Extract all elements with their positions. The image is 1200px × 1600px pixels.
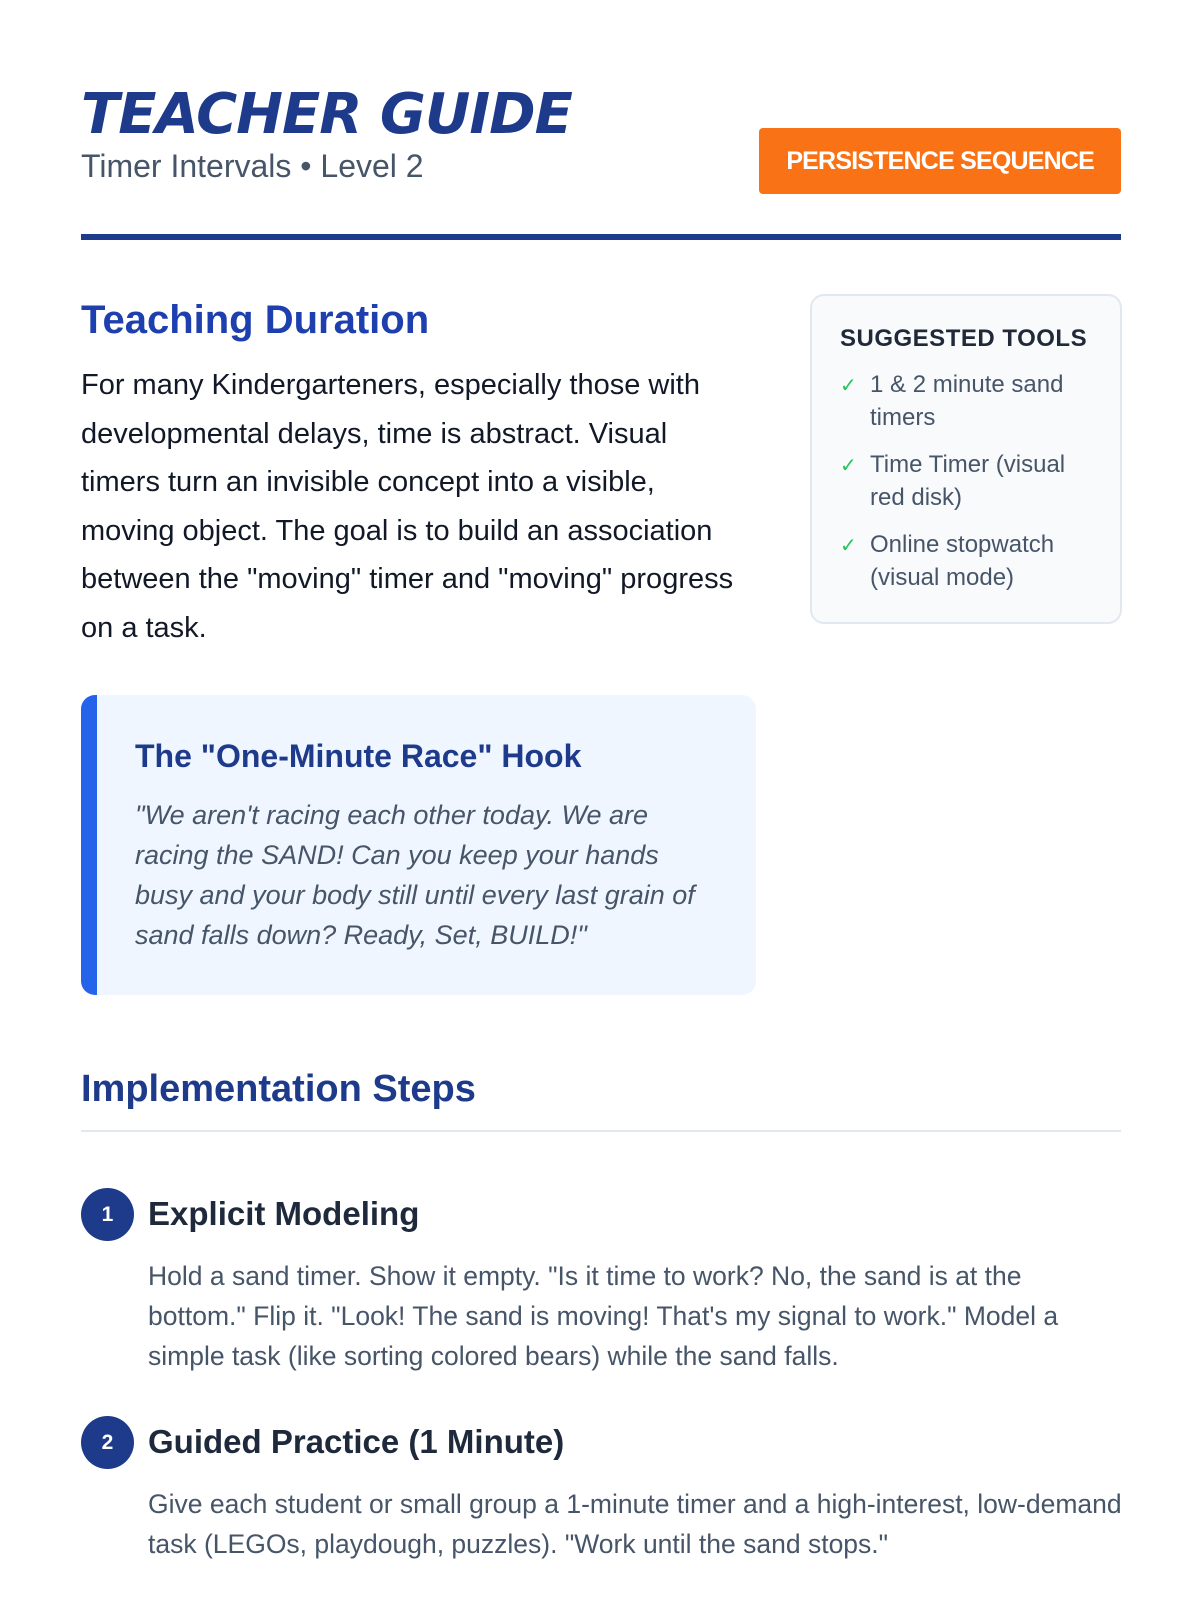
tool-item-label: 1 & 2 minute sand timers (870, 371, 1064, 431)
check-icon: ✓ (840, 535, 857, 557)
page-header (81, 80, 1121, 240)
tool-item (840, 448, 1092, 514)
hook-callout (81, 695, 756, 995)
teaching-duration-heading: Teaching Duration (81, 298, 430, 342)
step-number: 1 (81, 1188, 134, 1241)
tool-item-label: Online stopwatch (visual mode) (870, 531, 1055, 591)
tool-item (840, 368, 1092, 434)
check-icon: ✓ (840, 375, 857, 397)
header-divider (81, 234, 1121, 240)
step-description: Give each student or small group a 1-minute timer and a high-interest, low-demand task (LEGOs, playdough, puzzles). "Work until the sand stops." (148, 1489, 1122, 1559)
tool-item-label: Time Timer (visual red disk) (870, 451, 1066, 511)
step-title: Guided Practice (1 Minute) (148, 1423, 565, 1460)
tool-item (840, 528, 1092, 594)
teaching-duration-text: For many Kindergarteners, especially those with developmental delays, time is abstract. Visual timers turn an invisible concept into a visible, moving object. The goal is to build an association between the "moving" timer and "moving" progress on a task. (81, 369, 734, 644)
hook-quote: "We aren't racing each other today. We are racing the SAND! Can you keep your hands busy and your body still until every last grain of sand falls down? Ready, Set, BUILD!" (135, 800, 695, 950)
suggested-tools-title: SUGGESTED TOOLS (840, 325, 1088, 352)
suggested-tools-box (810, 294, 1122, 624)
page-title: TEACHER GUIDE (81, 82, 572, 147)
hook-title: The "One-Minute Race" Hook (135, 738, 582, 774)
suggested-tools-list (840, 368, 1092, 594)
sequence-badge: PERSISTENCE SEQUENCE (759, 128, 1121, 194)
implementation-steps-heading: Implementation Steps (81, 1068, 476, 1110)
check-icon: ✓ (840, 455, 857, 477)
steps-divider (81, 1130, 1121, 1132)
step-number: 2 (81, 1416, 134, 1469)
step-description: Hold a sand timer. Show it empty. "Is it time to work? No, the sand is at the bottom." Flip it. "Look! The sand is moving! That's my signal to work." Model a simple task (like sorting colored bears) while the sand falls. (148, 1261, 1059, 1371)
step-title: Explicit Modeling (148, 1195, 420, 1232)
page-subtitle: Timer Intervals • Level 2 (81, 148, 424, 184)
